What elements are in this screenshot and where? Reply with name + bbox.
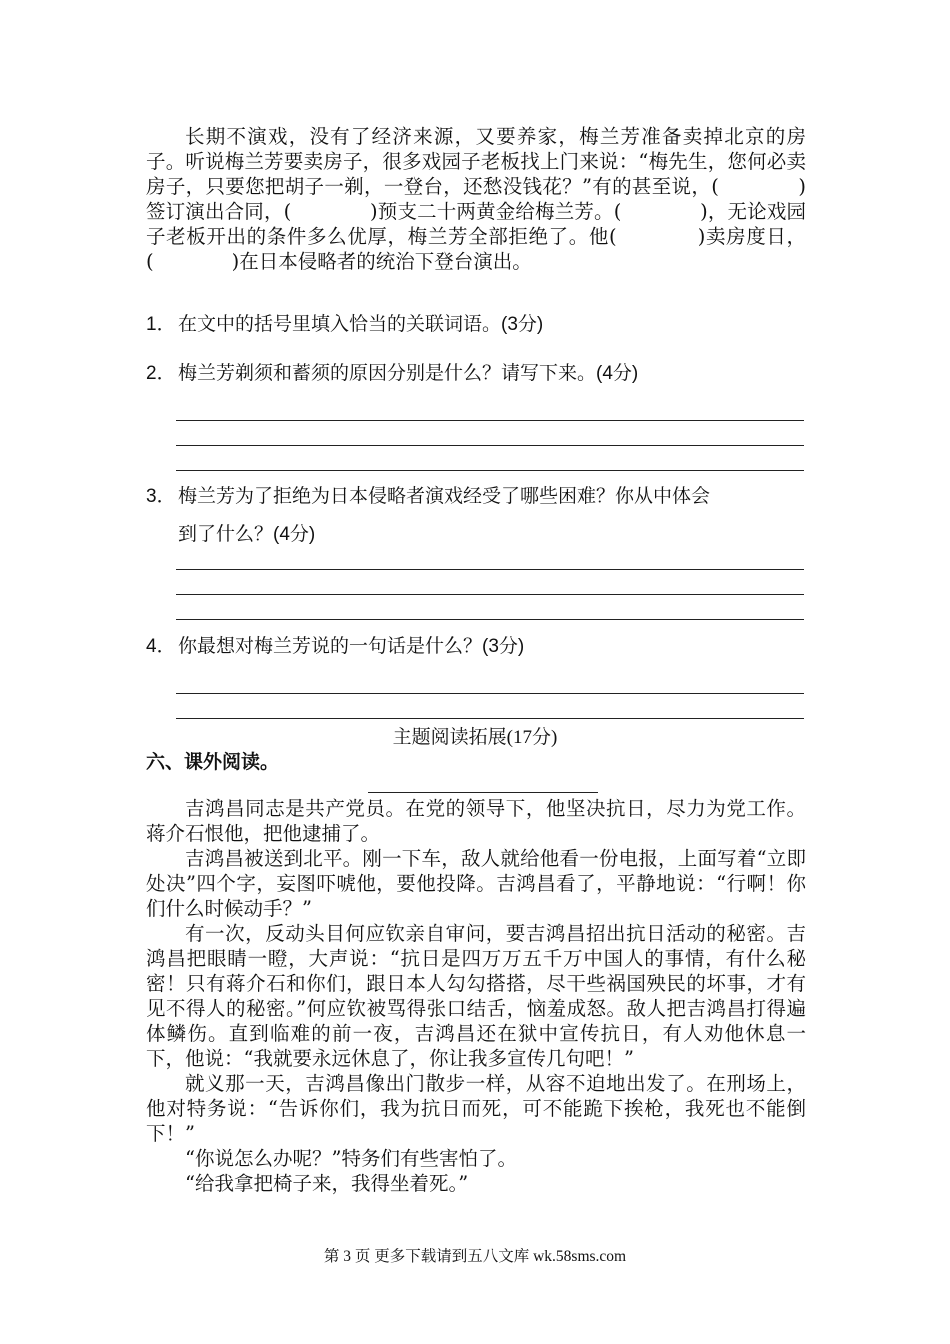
answer-line[interactable] xyxy=(176,445,804,446)
passage-jihongchang xyxy=(146,796,806,1196)
passage-paragraph: 有一次，反动头目何应钦亲自审问，要吉鸿昌招出抗日活动的秘密。吉鸿昌把眼睛一瞪，大声说：“抗日是四万万五千万中国人的事情，有什么秘密！只有蒋介石和你们，跟日本人勾勾搭搭，尽干些祸国殃民的坏事，才有见不得人的秘密。”何应钦被骂得张口结舌，恼羞成怒。敌人把吉鸿昌打得遍体鳞伤。直到临难的前一夜，吉鸿昌还在狱中宣传抗日，有人劝他休息一下，他说：“我就要永远休息了，你让我多宣传几句吧！” xyxy=(146,922,806,1070)
answer-line[interactable] xyxy=(176,569,804,570)
passage-meilanfang xyxy=(146,124,806,274)
question-text: 梅兰芳为了拒绝为日本侵略者演戏经受了哪些困难？你从中体会 xyxy=(178,486,711,507)
question-text: 在文中的括号里填入恰当的关联词语。(3分) xyxy=(178,314,544,335)
passage-paragraph: “给我拿把椅子来，我得坐着死。” xyxy=(185,1172,469,1195)
answer-line[interactable] xyxy=(176,470,804,471)
answer-line[interactable] xyxy=(176,693,804,694)
answer-line[interactable] xyxy=(176,420,804,421)
passage-paragraph: 吉鸿昌被送到北平。刚一下车，敌人就给他看一份电报，上面写着“立即处决”四个字，妄图吓唬他，要他投降。吉鸿昌看了，平静地说：“行啊！你们什么时候动手？” xyxy=(146,847,806,920)
question-number: 3． xyxy=(146,486,176,507)
page-footer: 第 3 页 更多下载请到五八文库 wk.58sms.com xyxy=(323,1248,627,1265)
question-1 xyxy=(146,312,543,338)
question-number: 2． xyxy=(146,363,176,384)
question-3-continued: 到了什么？(4分) xyxy=(178,524,316,545)
passage-paragraph: “你说怎么办呢？”特务们有些害怕了。 xyxy=(185,1147,517,1170)
answer-line[interactable] xyxy=(176,594,804,595)
question-3 xyxy=(146,484,710,510)
title-blank-line[interactable] xyxy=(368,792,598,793)
passage-paragraph: 吉鸿昌同志是共产党员。在党的领导下，他坚决抗日，尽力为党工作。蒋介石恨他，把他逮捕了。 xyxy=(146,797,806,845)
section-six-title: 六、课外阅读。 xyxy=(146,752,280,773)
answer-line[interactable] xyxy=(176,718,804,719)
answer-line[interactable] xyxy=(176,619,804,620)
passage-paragraph: 就义那一天，吉鸿昌像出门散步一样，从容不迫地出发了。在刑场上，他对特务说：“告诉你们，我为抗日而死，可不能跪下挨枪，我死也不能倒下！” xyxy=(146,1072,806,1145)
question-text: 梅兰芳剃须和蓄须的原因分别是什么？请写下来。(4分) xyxy=(178,363,639,384)
question-number: 1． xyxy=(146,314,176,335)
section-heading: 主题阅读拓展(17分) xyxy=(392,727,558,748)
question-2 xyxy=(146,361,638,387)
question-number: 4． xyxy=(146,636,176,657)
passage-paragraph: 长期不演戏，没有了经济来源，又要养家，梅兰芳准备卖掉北京的房子。听说梅兰芳要卖房子，很多戏园子老板找上门来说：“梅先生，您何必卖房子，只要您把胡子一剃，一登台，还愁没钱花？”有的甚至说，( )签订演出合同，( )预支二十两黄金给梅兰芳。( )，无论戏园子老板开出的条件多么优厚，梅兰芳全部拒绝了。他( )卖房度日，( )在日本侵略者的统治下登台演出。 xyxy=(146,125,806,273)
question-4 xyxy=(146,634,524,660)
question-text: 你最想对梅兰芳说的一句话是什么？(3分) xyxy=(178,636,525,657)
